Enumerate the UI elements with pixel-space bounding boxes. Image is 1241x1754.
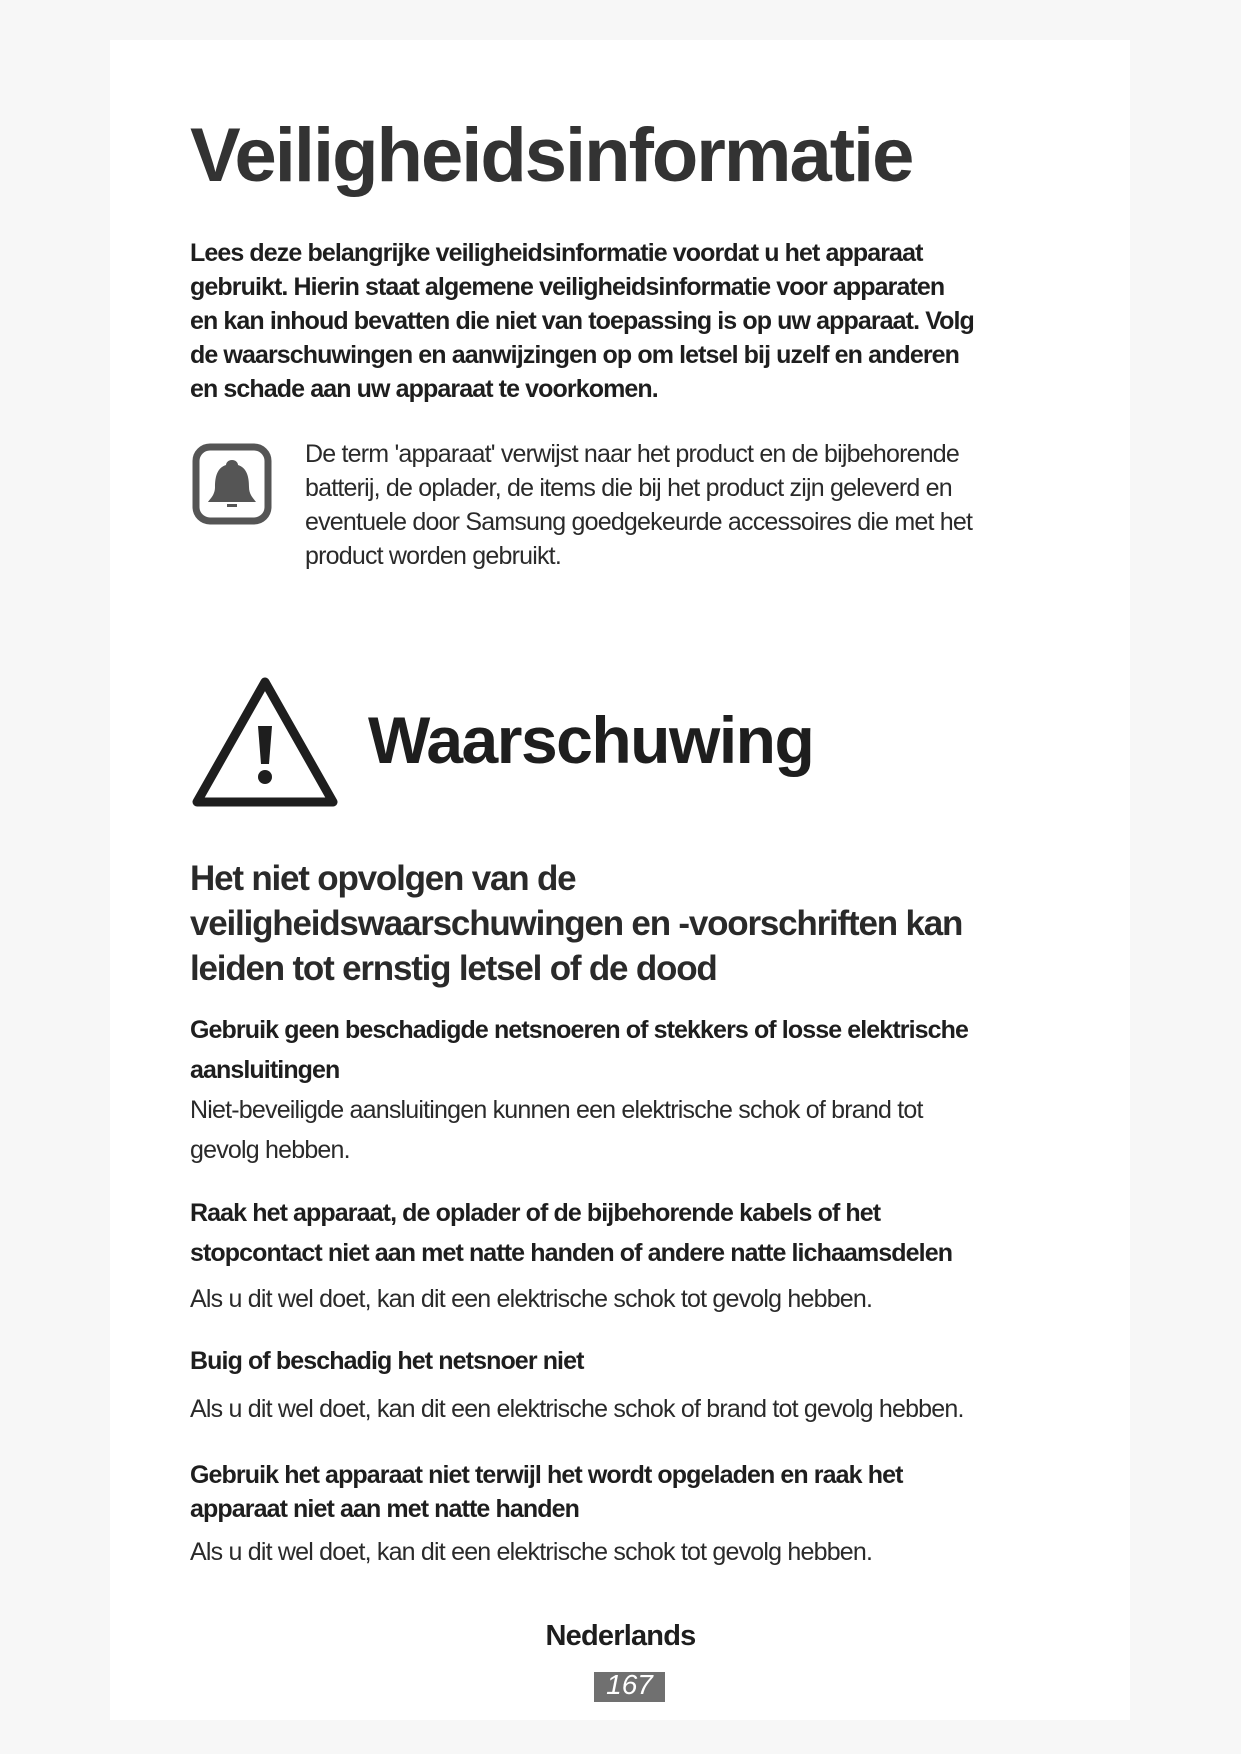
- warning-heading: Waarschuwing: [368, 703, 814, 777]
- safety-item-body: [190, 1389, 964, 1429]
- title-line: apparaat niet aan met natte handen: [190, 1495, 579, 1523]
- page-title: Veiligheidsinformatie: [190, 113, 913, 198]
- body-line: gevolg hebben.: [190, 1136, 350, 1164]
- intro-line: en kan inhoud bevatten die niet van toepassing is op uw apparaat. Volg: [190, 307, 974, 335]
- safety-item-title: [190, 1341, 964, 1381]
- note-line: batterij, de oplader, de items die bij het product zijn geleverd en: [305, 474, 952, 502]
- safety-item-body: [190, 1532, 903, 1572]
- safety-item-body: [190, 1279, 952, 1319]
- title-line: Gebruik het apparaat niet terwijl het wordt opgeladen en raak het: [190, 1461, 903, 1489]
- heading-line: leiden tot ernstig letsel of de dood: [190, 949, 717, 988]
- title-line: stopcontact niet aan met natte handen of andere natte lichaamsdelen: [190, 1239, 953, 1267]
- footer-language: Nederlands: [545, 1620, 696, 1652]
- intro-line: gebruikt. Hierin staat algemene veiligheidsinformatie voor apparaten: [190, 273, 945, 301]
- intro-line: de waarschuwingen en aanwijzingen op om letsel bij uzelf en anderen: [190, 341, 960, 369]
- warning-triangle-icon: [190, 674, 340, 810]
- safety-item-body: [190, 1090, 968, 1170]
- safety-item: [190, 1458, 903, 1572]
- safety-item-title: [190, 1193, 952, 1273]
- title-line: Buig of beschadig het netsnoer niet: [190, 1347, 584, 1375]
- body-line: Als u dit wel doet, kan dit een elektrische schok tot gevolg hebben.: [190, 1285, 873, 1313]
- safety-item-title: [190, 1458, 903, 1526]
- intro-paragraph: [190, 236, 974, 406]
- title-line: aansluitingen: [190, 1056, 340, 1084]
- section-heading: [190, 856, 962, 991]
- intro-line: en schade aan uw apparaat te voorkomen.: [190, 375, 658, 403]
- safety-item: [190, 1341, 964, 1429]
- note-text: [305, 437, 972, 573]
- title-line: Raak het apparaat, de oplader of de bijbehorende kabels of het: [190, 1199, 881, 1227]
- heading-line: Het niet opvolgen van de: [190, 859, 576, 898]
- heading-line: veiligheidswaarschuwingen en -voorschriften kan: [190, 904, 963, 943]
- bell-icon: [192, 443, 272, 525]
- note-line: product worden gebruikt.: [305, 542, 561, 570]
- safety-item: [190, 1193, 952, 1319]
- title-line: Gebruik geen beschadigde netsnoeren of stekkers of losse elektrische: [190, 1016, 968, 1044]
- note-line: eventuele door Samsung goedgekeurde accessoires die met het: [305, 508, 973, 536]
- intro-line: Lees deze belangrijke veiligheidsinformatie voordat u het apparaat: [190, 239, 923, 267]
- note-line: De term 'apparaat' verwijst naar het product en de bijbehorende: [305, 440, 960, 468]
- page-number: 167: [594, 1672, 665, 1702]
- safety-item: [190, 1010, 968, 1170]
- safety-item-title: [190, 1010, 968, 1090]
- body-line: Als u dit wel doet, kan dit een elektrische schok of brand tot gevolg hebben.: [190, 1395, 964, 1423]
- body-line: Als u dit wel doet, kan dit een elektrische schok tot gevolg hebben.: [190, 1538, 873, 1566]
- body-line: Niet-beveiligde aansluitingen kunnen een elektrische schok of brand tot: [190, 1096, 923, 1124]
